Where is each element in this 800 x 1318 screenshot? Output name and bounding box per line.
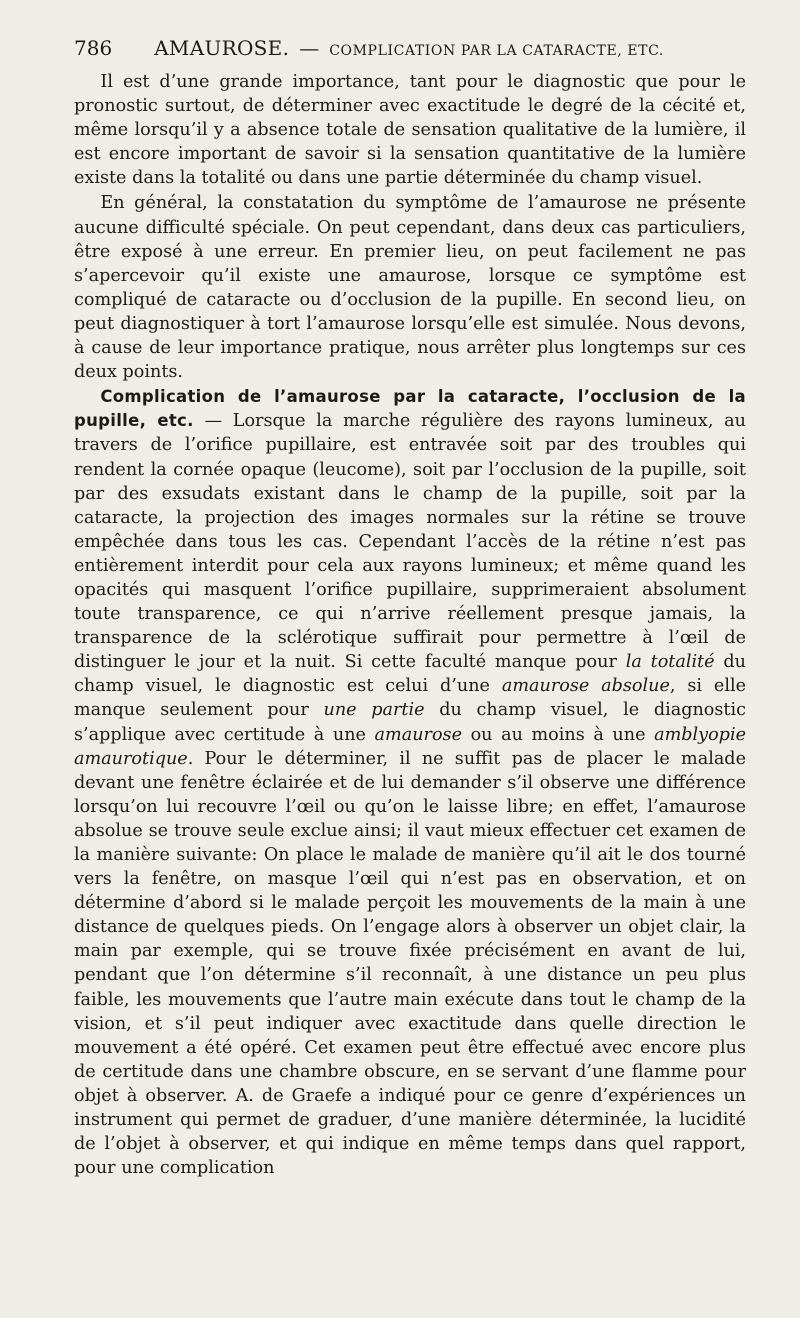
header-dash: — <box>299 36 320 60</box>
italic-une-partie: une partie <box>323 700 425 721</box>
running-subtitle: COMPLICATION PAR LA CATARACTE, ETC. <box>329 43 664 59</box>
section-complication <box>74 385 746 1180</box>
section-text-5: ou au moins à une <box>461 724 655 745</box>
section-text-4: du champ visuel, le diagnostic s’applique avec certitude à une <box>74 700 746 745</box>
paragraph-precision-cecite: Il est d’une grande importance, tant pour le diagnostic que pour le pronostic surtout, de déterminer avec exactitude le degré de la cécité et, même lorsqu’il y a absence totale de sensation qualitative de la lumière, il est encore important de savoir si la sensation quantitative de la lumière existe dans la totalité ou dans une partie déterminée du champ visuel. <box>74 72 746 189</box>
italic-amblyopie: amblyopie amaurotique <box>74 724 746 769</box>
body-text <box>74 70 746 1180</box>
italic-amaurose: amaurose <box>374 724 462 745</box>
running-header <box>74 36 746 64</box>
section-text-1: — Lorsque la marche régulière des rayons lumineux, au travers de l’orifice pupillaire, est entravée soit par des troubles qui rendent la cornée opaque (leucome), soit par l’occlusion de la pupille, soit par des exsudats existant dans le champ de la pupille, soit par la cataracte, la projection des images normales sur la rétine se trouve empêchée dans tous les cas. Cependant l’accès de la rétine n’est pas entièrement interdit pour cela aux rayons lumineux; et même quand les opacités qui masquent l’orifice pupillaire, supprimeraient absolument toute transparence, ce qui n’arrive réellement presque jamais, la transparence de la sclérotique suffirait pour permettre à l’œil de distinguer le jour et la nuit. Si cette faculté manque pour <box>74 411 746 673</box>
italic-amaurose-absolue: amaurose absolue <box>501 676 670 697</box>
paragraph-constatation: En général, la constatation du symptôme de l’amaurose ne présente aucune difficulté spéciale. On peut cependant, dans deux cas particuliers, être exposé à une erreur. En premier lieu, on peut facilement ne pas s’apercevoir qu’il existe une amaurose, lorsque ce symptôme est compliqué de cataracte ou d’occlusion de la pupille. En second lieu, on peut diagnostiquer à tort l’amaurose lorsqu’elle est simulée. Nous devons, à cause de leur importance pratique, nous arrêter plus longtemps sur ces deux points. <box>74 193 746 383</box>
page-number: 786 <box>74 36 113 60</box>
section-title: Complication de l’amaurose par la cataracte, l’occlusion de la pupille, etc. <box>74 387 746 431</box>
italic-la-totalite: la totalité <box>625 652 715 673</box>
section-text-6: . Pour le déterminer, il ne suffit pas de placer le malade devant une fenêtre éclairée et de lui demander s’il observe une différence lorsqu’on lui recouvre l’œil ou qu’on le laisse libre; en effet, l’amaurose absolue se trouve seule exclue ainsi; il vaut mieux effectuer cet examen de la manière suivante: On place le malade de manière qu’il ait le dos tourné vers la fenêtre, on masque l’œil qui n’est pas en observation, et on détermine d’abord si le malade perçoit les mouvements de la main à une distance de quelques pieds. On l’engage alors à observer un objet clair, la main par exemple, qui se trouve fixée précisément en avant de lui, pendant que l’on détermine s’il reconnaît, à une distance un peu plus faible, les mouvements que l’autre main exécute dans tout le champ de la vision, et s’il peut indiquer avec exactitude dans quelle direction le mouvement a été opéré. Cet examen peut être effectué avec encore plus de certitude dans une chambre obscure, en se servant d’une flamme pour objet à observer. A. de Graefe a indiqué pour ce genre d’expériences un instrument qui permet de graduer, d’une manière déterminée, la lucidité de l’objet à observer, et qui indique en même temps dans quel rapport, pour une complication <box>74 748 746 1179</box>
section-text-3: , si elle manque seulement pour <box>74 676 746 721</box>
section-text-2: du champ visuel, le diagnostic est celui d’une <box>74 652 747 697</box>
running-title: AMAUROSE. <box>154 36 290 60</box>
